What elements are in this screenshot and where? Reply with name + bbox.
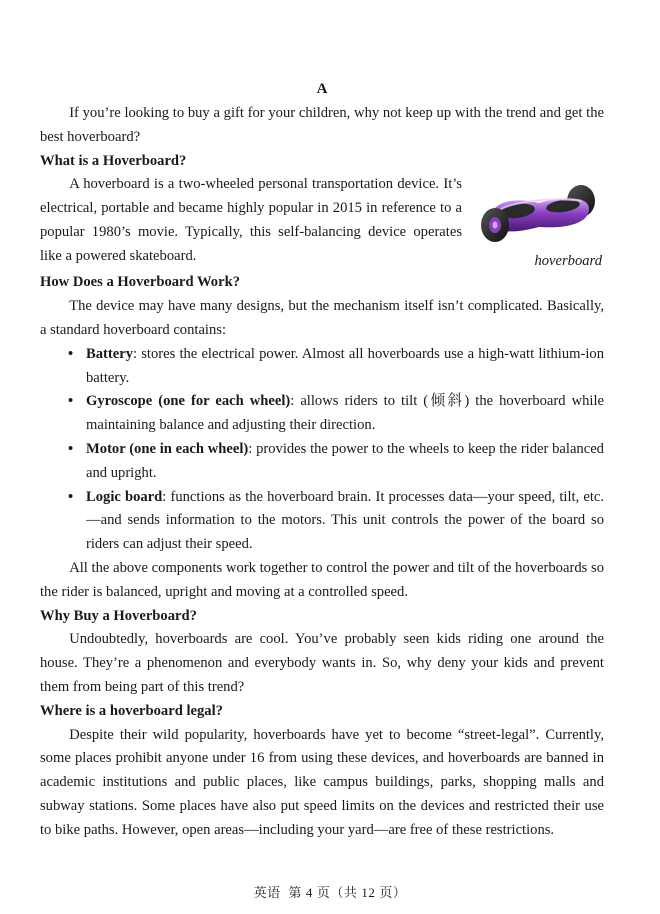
component-term: Gyroscope (one for each wheel) <box>86 393 291 410</box>
footer-page-suffix: 页（共 <box>316 885 358 900</box>
summary-paragraph: All the above components work together to control the power and tilt of the hoverboards so the rider is balanced, upright and moving at a controlled speed. <box>40 559 604 600</box>
list-item-logic-board <box>68 486 605 557</box>
bullet-marker: • <box>68 488 74 505</box>
heading-what-is: What is a Hoverboard? <box>40 152 187 169</box>
component-term: Logic board <box>86 488 163 505</box>
list-item-gyroscope <box>68 390 604 438</box>
section-letter: A <box>316 81 328 97</box>
bullet-marker: • <box>68 440 74 457</box>
page-footer <box>0 884 660 902</box>
bullet-marker: • <box>68 345 74 362</box>
bullet-marker: • <box>68 393 74 410</box>
footer-page-end: 页） <box>379 885 407 900</box>
component-desc: : allows riders to tilt (倾斜) the hoverboard while maintaining balance and adjusting their direction. <box>86 393 604 434</box>
component-desc: : stores the electrical power. Almost all hoverboards use a high-watt lithium-ion battery. <box>86 345 604 386</box>
paragraph-why-buy: Undoubtedly, hoverboards are cool. You’ve probably seen kids riding one around the house. They’re a phenomenon and everybody wants in. So, why deny your kids and prevent them from being part of this trend? <box>40 631 604 695</box>
heading-why-buy: Why Buy a Hoverboard? <box>40 607 197 624</box>
list-item-battery <box>68 343 604 391</box>
paragraph-how-works: The device may have many designs, but the mechanism itself isn’t complicated. Basically, a standard hoverboard contains: <box>40 298 604 338</box>
heading-how-works: How Does a Hoverboard Work? <box>40 274 240 291</box>
paragraph-what-is: A hoverboard is a two-wheeled personal transportation device. It’s electrical, portable and became highly popular in 2015 in reference to a popular 1980’s movie. Typically, this self-balancing device operates like a powered skateboard. <box>40 176 462 264</box>
intro-paragraph: If you’re looking to buy a gift for your children, why not keep up with the trend and get the best hoverboard? <box>40 105 604 145</box>
footer-page-number: 4 <box>305 885 313 900</box>
component-desc: : functions as the hoverboard brain. It processes data—your speed, tilt, etc.—and sends information to the motors. This unit controls the power of the board so riders can adjust their speed. <box>86 488 605 553</box>
footer-page-prefix: 第 <box>288 885 302 900</box>
list-item-motor <box>68 438 604 486</box>
hoverboard-figure <box>474 179 604 271</box>
component-list <box>40 343 604 557</box>
component-term: Motor (one in each wheel) <box>86 440 249 457</box>
footer-page-total: 12 <box>361 885 376 900</box>
heading-where-legal: Where is a hoverboard legal? <box>40 702 223 719</box>
footer-subject: 英语 <box>253 885 281 900</box>
hoverboard-illustration-icon <box>477 179 601 249</box>
component-term: Battery <box>86 345 134 362</box>
figure-caption: hoverboard <box>534 253 602 270</box>
component-desc: : provides the power to the wheels to keep the rider balanced and upright. <box>86 440 604 481</box>
paragraph-where-legal: Despite their wild popularity, hoverboards have yet to become “street-legal”. Currently, some places prohibit anyone under 16 from using these devices, and hoverboards are banned in academic institutions and public places, like campus buildings, parks, shopping malls and subway stations. Some places have also put speed limits on the devices and restricted their use to bike paths. However, open areas—including your yard—are free of these restrictions. <box>40 726 604 838</box>
